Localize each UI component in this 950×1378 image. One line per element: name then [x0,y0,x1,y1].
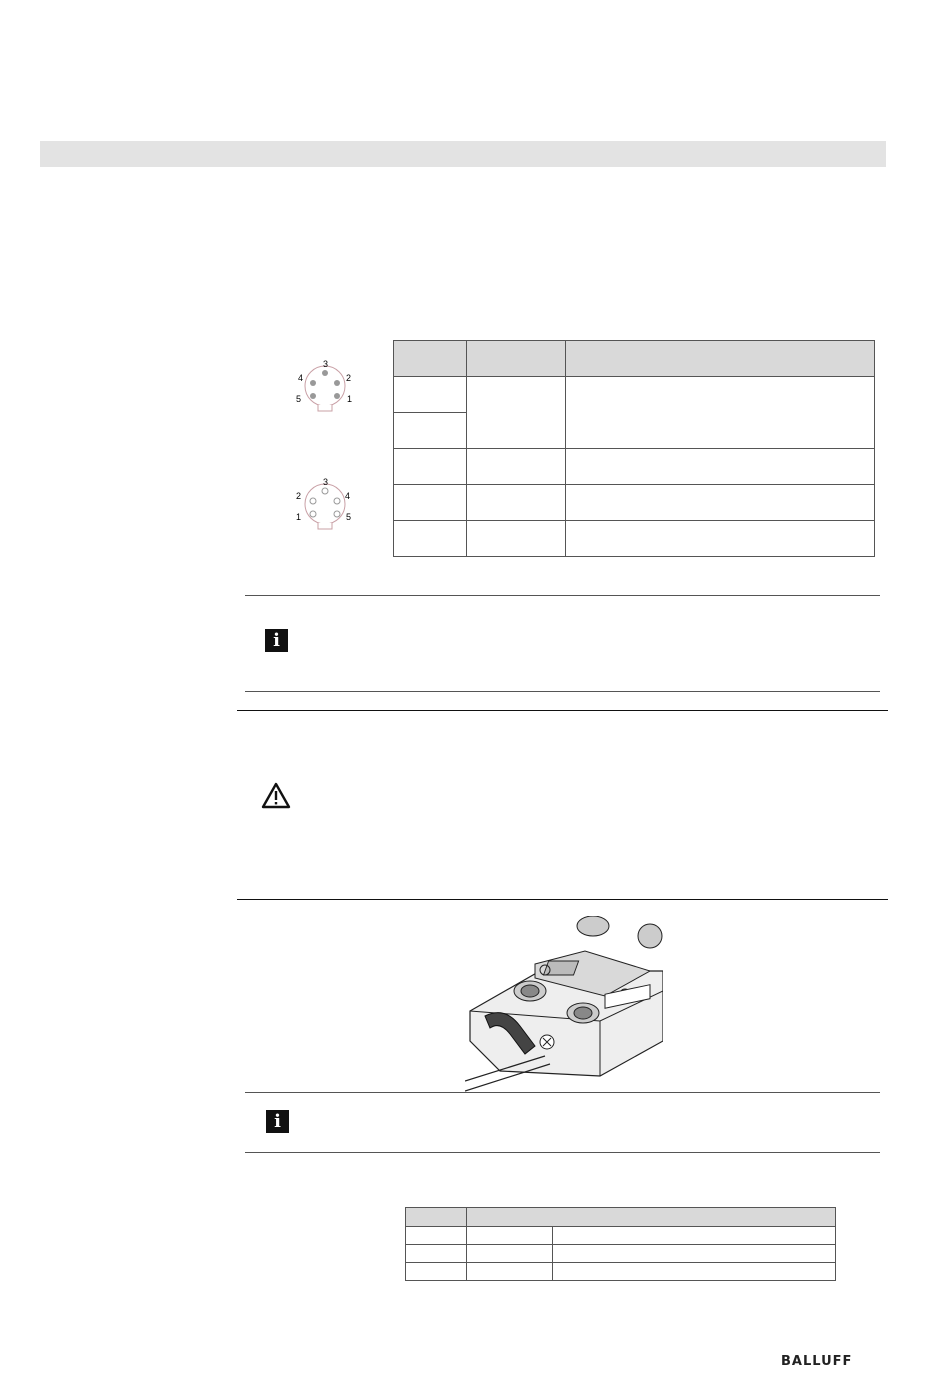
note-divider [245,595,880,596]
pin-label: 5 [296,394,302,404]
pin-label: 5 [346,512,352,522]
header-cell [566,341,875,377]
table-row [394,521,875,557]
warning-divider [237,710,888,711]
table-cell [406,1263,467,1281]
pin-label: 1 [296,512,302,522]
table-cell [566,449,875,485]
table-cell [394,449,467,485]
table-cell [394,485,467,521]
table-row [394,485,875,521]
warning-divider [237,899,888,900]
table-cell [406,1227,467,1245]
table-cell [467,485,566,521]
female-connector-pin-diagram [293,476,363,546]
table-cell [566,521,875,557]
table-cell [394,521,467,557]
table-cell [566,377,875,449]
pin-label: 2 [346,373,352,383]
table-cell [566,485,875,521]
table-cell [394,377,467,413]
table-cell [394,413,467,449]
table-cell [467,1227,553,1245]
header-cell [467,341,566,377]
table-header-row [406,1208,836,1227]
table-cell [406,1245,467,1263]
pin-label: 4 [345,491,351,501]
info-icon: i [265,629,288,652]
header-cell [406,1208,467,1227]
table-cell [553,1245,836,1263]
section-header-band [40,141,886,167]
table-cell [553,1227,836,1245]
header-cell [467,1208,836,1227]
table-row [406,1245,836,1263]
table-cell [467,1263,553,1281]
ground-connection-table [405,1207,836,1281]
note-divider [245,691,880,692]
table-cell [467,1245,553,1263]
pin-label: 4 [298,373,304,383]
pin-label: 3 [323,477,329,487]
header-cell [394,341,467,377]
note-divider [245,1152,880,1153]
table-cell [467,377,566,449]
table-row [406,1263,836,1281]
info-icon: i [266,1110,289,1133]
table-row [406,1227,836,1245]
table-row [394,377,875,413]
balluff-logo: BALLUFF [781,1354,853,1369]
table-header-row [394,341,875,377]
pin-assignment-table [393,340,875,557]
table-cell [467,521,566,557]
table-cell [467,449,566,485]
male-connector-pin-diagram [293,358,363,428]
warning-triangle-icon [261,782,291,809]
table-cell [553,1263,836,1281]
table-row [394,449,875,485]
note-divider [245,1092,880,1093]
device-ground-connection-illustration [465,916,663,1092]
pin-label: 3 [323,359,329,369]
pin-label: 2 [296,491,302,501]
pin-label: 1 [347,394,353,404]
